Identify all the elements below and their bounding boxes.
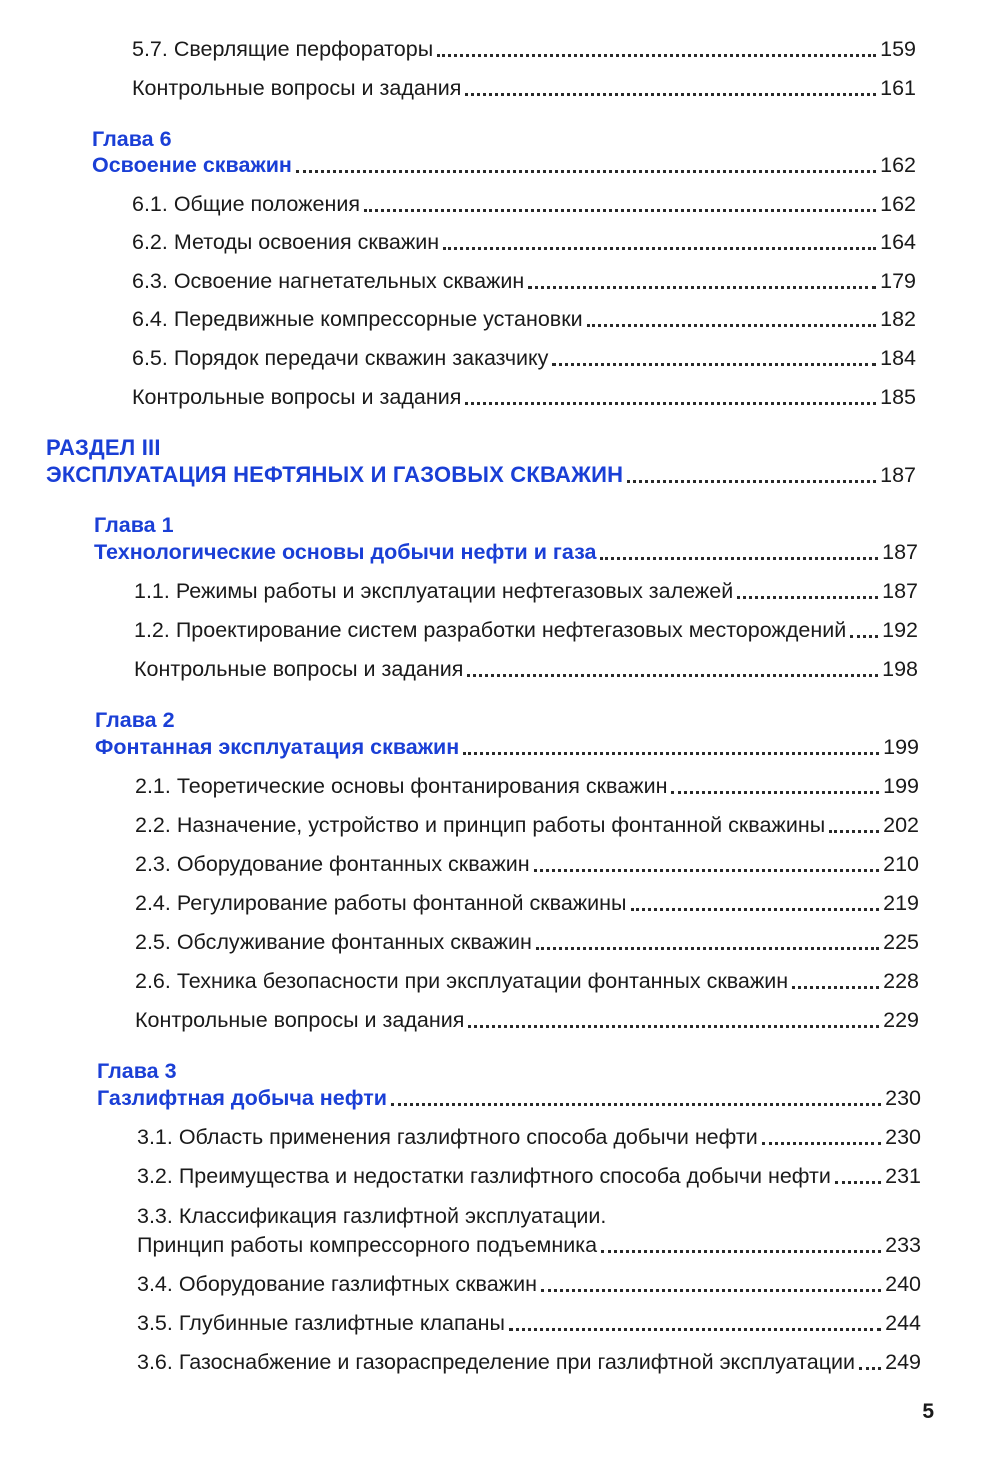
toc-entry xyxy=(132,268,916,294)
dot-leader xyxy=(364,209,876,212)
toc-entry-page: 187 xyxy=(882,540,918,564)
toc-entry xyxy=(135,1007,919,1033)
chapter-title: Технологические основы добычи нефти и газа xyxy=(94,540,597,564)
section-heading: РАЗДЕЛ III xyxy=(46,435,161,460)
toc-entry xyxy=(134,617,918,643)
dot-leader xyxy=(465,93,876,96)
dot-leader xyxy=(541,1289,881,1292)
toc-entry xyxy=(137,1271,921,1297)
toc-entry-page: 198 xyxy=(882,657,918,681)
toc-entry-page: 162 xyxy=(880,192,916,216)
chapter-heading: Глава 3 xyxy=(97,1059,177,1083)
dot-leader xyxy=(509,1328,881,1331)
toc-entry-page: 187 xyxy=(880,463,916,487)
dot-leader xyxy=(534,869,879,872)
toc-entry-page: 161 xyxy=(880,76,916,100)
dot-leader xyxy=(671,791,879,794)
toc-entry-page: 184 xyxy=(880,346,916,370)
toc-entry xyxy=(132,229,916,255)
toc-entry-label: 6.2. Методы освоения скважин xyxy=(132,230,440,254)
chapter-heading: Глава 2 xyxy=(95,708,175,732)
toc-entry-label: 6.5. Порядок передачи скважин заказчику xyxy=(132,346,549,370)
toc-entry-page: 159 xyxy=(880,37,916,61)
toc-entry-label: 2.5. Обслуживание фонтанных скважин xyxy=(135,930,532,954)
dot-leader xyxy=(296,170,876,173)
chapter-title-entry xyxy=(97,1085,921,1111)
dot-leader xyxy=(552,363,876,366)
dot-leader xyxy=(536,947,879,950)
toc-entry-label: 1.1. Режимы работы и эксплуатации нефтегазовых залежей xyxy=(134,579,734,603)
section-title-entry xyxy=(46,462,916,488)
dot-leader xyxy=(443,247,876,250)
dot-leader xyxy=(792,986,879,989)
toc-entry-page: 225 xyxy=(883,930,919,954)
toc-entry-label: 2.2. Назначение, устройство и принцип работы фонтанной скважины xyxy=(135,813,826,837)
toc-entry-label: Принцип работы компрессорного подъемника xyxy=(137,1233,598,1257)
toc-entry-label: 6.3. Освоение нагнетательных скважин xyxy=(132,269,525,293)
toc-entry-page: 229 xyxy=(883,1008,919,1032)
toc-entry-label: 1.2. Проектирование систем разработки нефтегазовых месторождений xyxy=(134,618,847,642)
toc-entry-page: 219 xyxy=(883,891,919,915)
toc-entry xyxy=(135,968,919,994)
dot-leader xyxy=(391,1103,881,1106)
dot-leader xyxy=(528,286,876,289)
dot-leader xyxy=(859,1367,881,1370)
toc-entry-label: Контрольные вопросы и задания xyxy=(135,1008,465,1032)
toc-entry xyxy=(132,75,916,101)
toc-entry-page: 187 xyxy=(882,579,918,603)
dot-leader xyxy=(737,596,878,599)
toc-entry-label: 2.1. Теоретические основы фонтанирования скважин xyxy=(135,774,668,798)
toc-entry-label: 3.6. Газоснабжение и газораспределение при газлифтной эксплуатации xyxy=(137,1350,856,1374)
toc-entry xyxy=(137,1349,921,1375)
chapter-heading: Глава 6 xyxy=(92,127,172,151)
dot-leader xyxy=(601,1250,881,1253)
toc-entry-label-line1: 3.3. Классификация газлифтной эксплуатации. xyxy=(137,1204,607,1228)
toc-entry-page: 249 xyxy=(885,1350,921,1374)
toc-entry-page: 164 xyxy=(880,230,916,254)
toc-entry xyxy=(134,578,918,604)
toc-entry xyxy=(135,929,919,955)
toc-entry-label: Контрольные вопросы и задания xyxy=(132,385,462,409)
chapter-heading: Глава 1 xyxy=(94,513,174,537)
toc-entry-label: 2.6. Техника безопасности при эксплуатации фонтанных скважин xyxy=(135,969,789,993)
toc-entry xyxy=(132,384,916,410)
chapter-title: Освоение скважин xyxy=(92,153,292,177)
toc-entry-page: 230 xyxy=(885,1125,921,1149)
dot-leader xyxy=(762,1142,881,1145)
toc-entry-page: 199 xyxy=(883,735,919,759)
chapter-title: Фонтанная эксплуатация скважин xyxy=(95,735,460,759)
dot-leader xyxy=(835,1181,881,1184)
toc-entry-page: 230 xyxy=(885,1086,921,1110)
dot-leader xyxy=(467,674,878,677)
toc-entry xyxy=(135,812,919,838)
toc-entry-label: Контрольные вопросы и задания xyxy=(134,657,464,681)
toc-entry-page: 233 xyxy=(885,1233,921,1257)
dot-leader xyxy=(850,635,878,638)
toc-entry xyxy=(137,1163,921,1189)
toc-entry xyxy=(132,345,916,371)
chapter-title-entry xyxy=(94,539,918,565)
dot-leader xyxy=(468,1025,879,1028)
chapter-title-entry xyxy=(95,734,919,760)
toc-entry-page: 210 xyxy=(883,852,919,876)
dot-leader xyxy=(600,557,878,560)
dot-leader xyxy=(829,830,879,833)
toc-entry-label: 6.4. Передвижные компрессорные установки xyxy=(132,307,583,331)
toc-entry xyxy=(132,191,916,217)
toc-entry xyxy=(137,1124,921,1150)
toc-entry-label: 3.2. Преимущества и недостатки газлифтного способа добычи нефти xyxy=(137,1164,831,1188)
chapter-title-entry xyxy=(92,152,916,178)
toc-entry-page: 240 xyxy=(885,1272,921,1296)
dot-leader xyxy=(631,908,880,911)
toc-entry-label: Контрольные вопросы и задания xyxy=(132,76,462,100)
dot-leader xyxy=(463,752,879,755)
toc-entry-page: 179 xyxy=(880,269,916,293)
toc-entry xyxy=(135,851,919,877)
toc-entry xyxy=(134,656,918,682)
dot-leader xyxy=(465,402,876,405)
toc-entry xyxy=(132,36,916,62)
toc-entry-label: 3.1. Область применения газлифтного способа добычи нефти xyxy=(137,1125,758,1149)
toc-entry-page: 231 xyxy=(885,1164,921,1188)
toc-entry xyxy=(135,773,919,799)
toc-entry-page: 199 xyxy=(883,774,919,798)
toc-entry-page: 182 xyxy=(880,307,916,331)
toc-entry-page: 244 xyxy=(885,1311,921,1335)
toc-entry-label: 6.1. Общие положения xyxy=(132,192,360,216)
section-title: ЭКСПЛУАТАЦИЯ НЕФТЯНЫХ И ГАЗОВЫХ СКВАЖИН xyxy=(46,462,624,487)
toc-entry-label: 5.7. Сверлящие перфораторы xyxy=(132,37,434,61)
dot-leader xyxy=(627,480,876,483)
toc-entry-label: 3.4. Оборудование газлифтных скважин xyxy=(137,1272,537,1296)
chapter-title: Газлифтная добыча нефти xyxy=(97,1086,387,1110)
toc-entry xyxy=(137,1232,921,1258)
toc-entry-page: 162 xyxy=(880,153,916,177)
toc-entry-page: 202 xyxy=(883,813,919,837)
toc-entry xyxy=(132,306,916,332)
toc-entry-page: 228 xyxy=(883,969,919,993)
toc-entry-page: 192 xyxy=(882,618,918,642)
dot-leader xyxy=(437,54,876,57)
toc-entry-page: 185 xyxy=(880,385,916,409)
toc-entry-label: 2.4. Регулирование работы фонтанной скважины xyxy=(135,891,627,915)
dot-leader xyxy=(587,324,876,327)
toc-entry-label: 3.5. Глубинные газлифтные клапаны xyxy=(137,1311,505,1335)
toc-entry xyxy=(135,890,919,916)
toc-entry-label: 2.3. Оборудование фонтанных скважин xyxy=(135,852,530,876)
page-number: 5 xyxy=(922,1400,934,1423)
toc-entry xyxy=(137,1310,921,1336)
